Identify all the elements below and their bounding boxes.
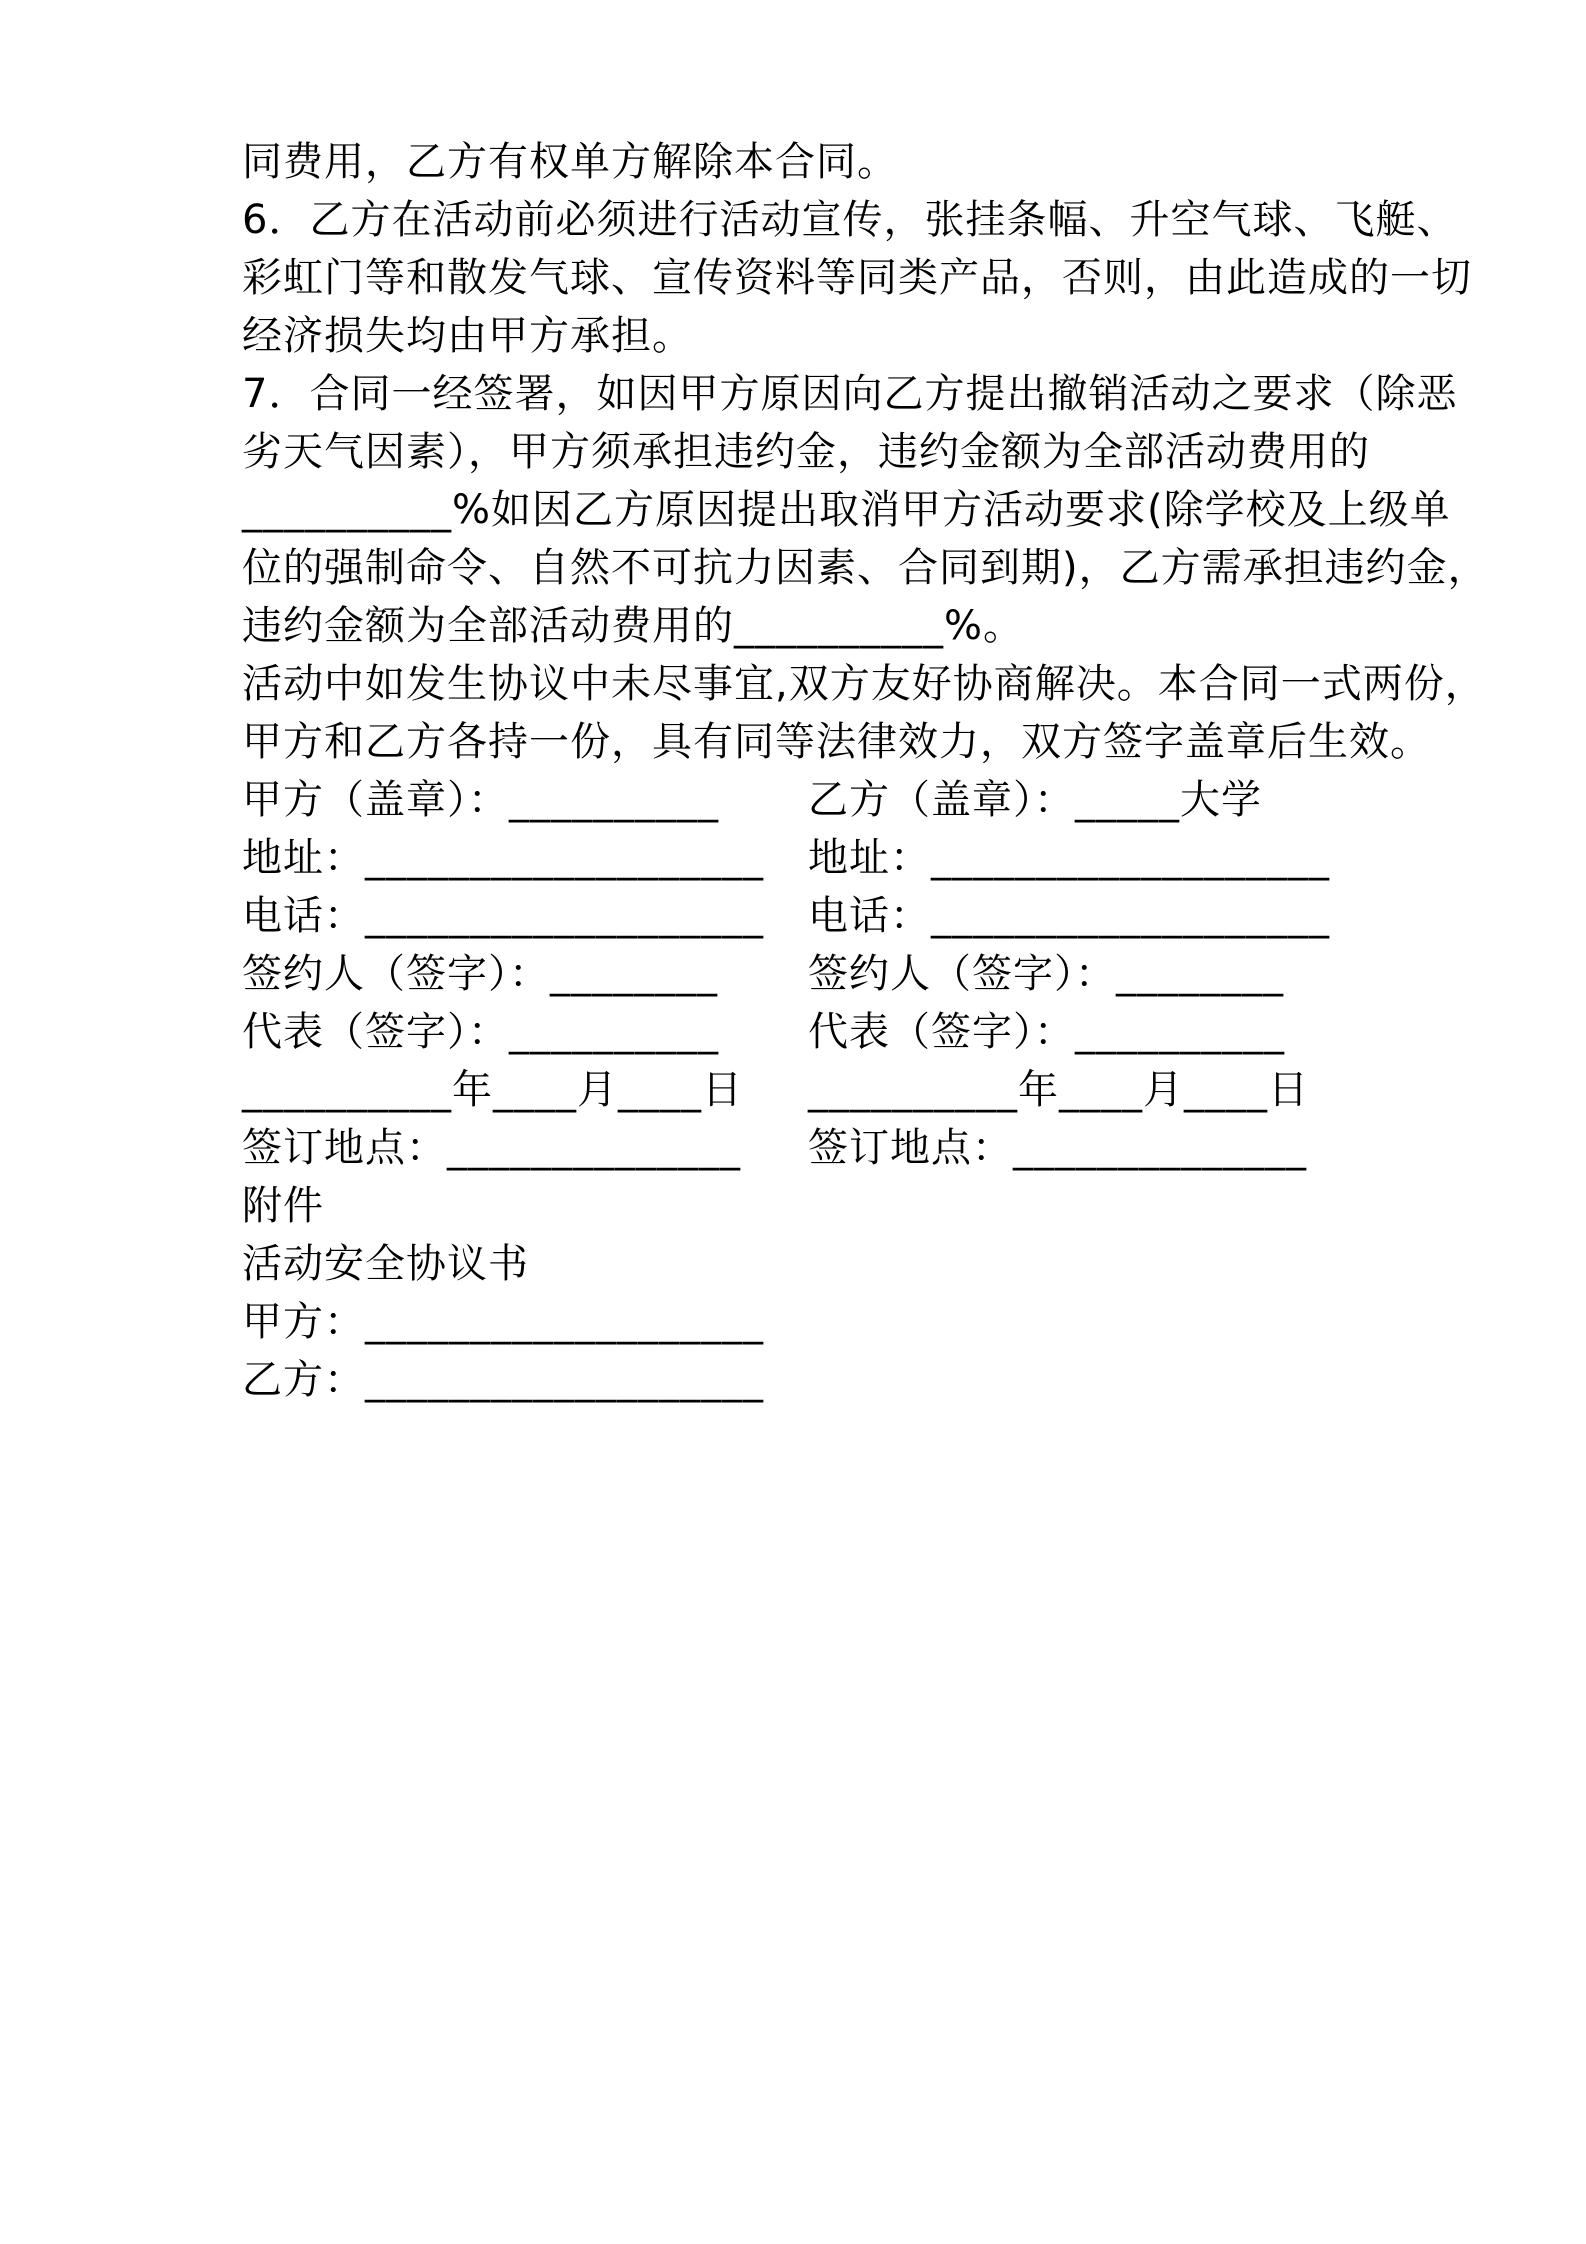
body-line-4: 经济损失均由甲方承担。	[242, 313, 693, 359]
body-line-11: 甲方和乙方各持一份，具有同等法律效力，双方签字盖章后生效。	[242, 719, 1431, 765]
party-b-date-line: __________年____月____日	[808, 1067, 1309, 1113]
party-a-representative-line: 代表（签字）：__________	[242, 1009, 719, 1055]
body-line-7: __________%如因乙方原因提出取消甲方活动要求(除学校及上级单	[242, 487, 1451, 533]
body-line-8: 位的强制命令、自然不可抗力因素、合同到期)，乙方需承担违约金，	[242, 545, 1489, 591]
body-line-6: 劣天气因素），甲方须承担违约金，违约金额为全部活动费用的	[242, 429, 1370, 475]
body-line-9: 违约金额为全部活动费用的__________%。	[242, 603, 1025, 649]
body-line-10: 活动中如发生协议中未尽事宜,双方友好协商解决。本合同一式两份，	[242, 661, 1486, 707]
attachment-label: 附件	[242, 1183, 324, 1229]
party-b-phone-line: 电话：___________________	[808, 893, 1330, 939]
party-b-representative-line: 代表（签字）：__________	[808, 1009, 1285, 1055]
attachment-title: 活动安全协议书	[242, 1241, 529, 1287]
attachment-party-a-line: 甲方：___________________	[242, 1299, 764, 1345]
party-a-signatory-line: 签约人（签字）：________	[242, 951, 718, 997]
party-a-address-line: 地址：___________________	[242, 835, 764, 881]
party-b-address-line: 地址：___________________	[808, 835, 1330, 881]
body-line-1: 同费用，乙方有权单方解除本合同。	[242, 139, 898, 185]
body-line-2: 6．乙方在活动前必须进行活动宣传，张挂条幅、升空气球、飞艇、	[242, 197, 1458, 243]
party-b-signing-place-line: 签订地点：______________	[808, 1125, 1307, 1171]
attachment-party-b-line: 乙方：___________________	[242, 1357, 764, 1403]
party-a-phone-line: 电话：___________________	[242, 893, 764, 939]
body-line-5: 7．合同一经签署，如因甲方原因向乙方提出撤销活动之要求（除恶	[242, 371, 1458, 417]
party-a-date-line: __________年____月____日	[242, 1067, 743, 1113]
party-b-seal-line: 乙方（盖章）：_____大学	[808, 777, 1262, 823]
body-line-3: 彩虹门等和散发气球、宣传资料等同类产品，否则，由此造成的一切	[242, 255, 1472, 301]
party-a-signing-place-line: 签订地点：______________	[242, 1125, 741, 1171]
party-b-signatory-line: 签约人（签字）：________	[808, 951, 1284, 997]
party-a-seal-line: 甲方（盖章）：__________	[242, 777, 719, 823]
